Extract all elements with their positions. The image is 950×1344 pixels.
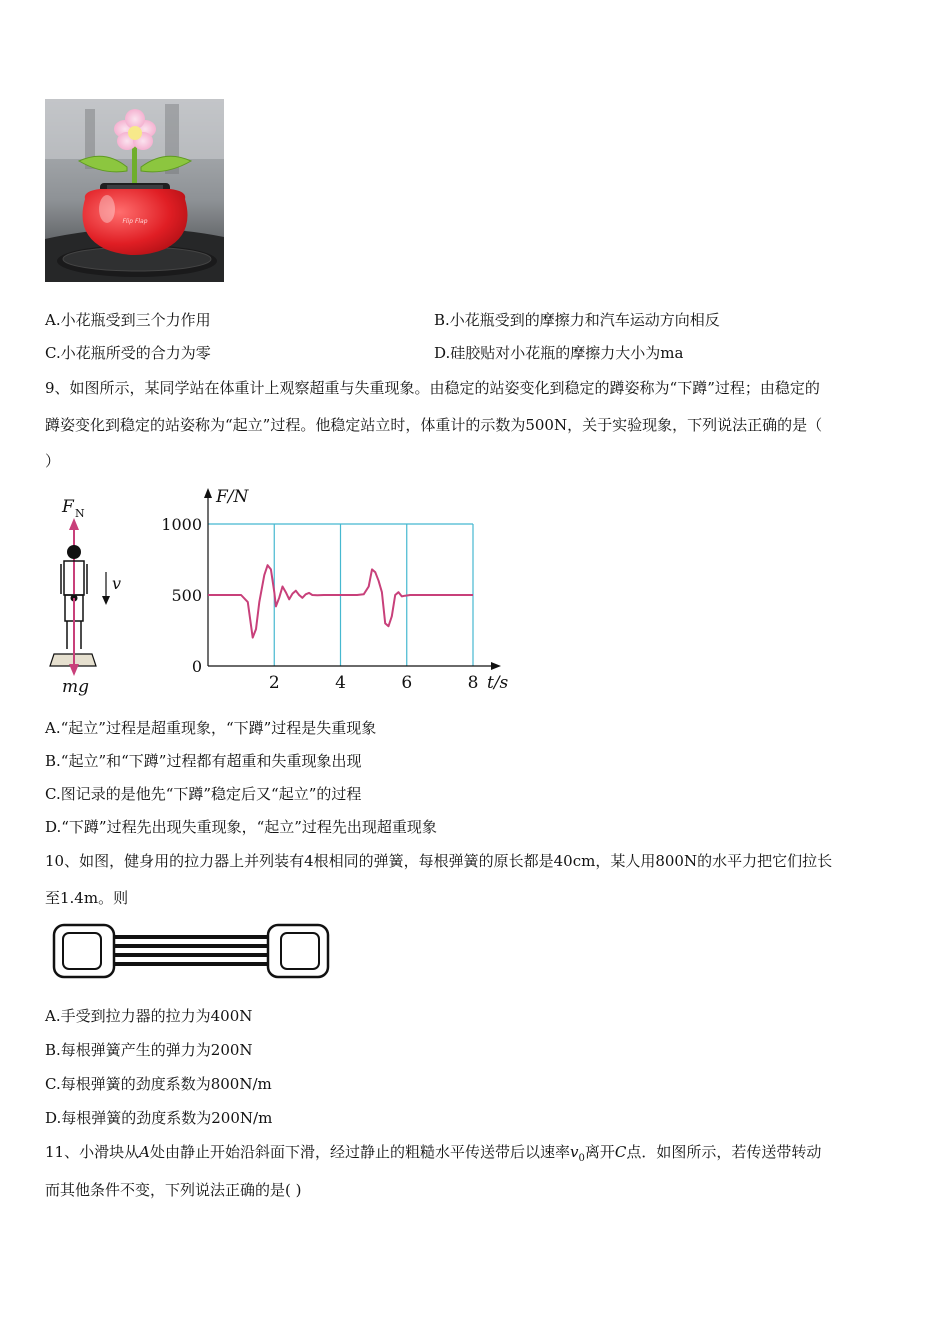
flower-pot-photo [45, 99, 224, 282]
q11-text-part4: 点．如图所示，若传送带转动 [626, 1143, 822, 1161]
q10-option-d: D.每根弹簧的劲度系数为200N/m [45, 1109, 273, 1127]
q11-text-part3: 离开 [584, 1143, 615, 1161]
q8-option-d: D.硅胶贴对小花瓶的摩擦力大小为ma [434, 344, 684, 362]
q11-v0: v [569, 1143, 579, 1161]
x-axis-label: t/s [487, 673, 509, 693]
v-label: v [112, 574, 122, 593]
q9-stem-line1: 9、如图所示，某同学站在体重计上观察超重与失重现象。由稳定的站姿变化到稳定的蹲姿称为“下蹲”过程；由稳定的 [45, 379, 820, 397]
mg-label: mg [62, 677, 90, 697]
q11-text-part1: 11、小滑块从 [45, 1143, 140, 1161]
spring-expander-diagram [52, 922, 330, 980]
q10-option-b: B.每根弹簧产生的弹力为200N [45, 1041, 253, 1059]
fn-sub-label: N [75, 507, 85, 520]
q11-point-c: C [614, 1143, 627, 1161]
q10-option-a: A.手受到拉力器的拉力为400N [45, 1007, 253, 1025]
q11-point-a: A [139, 1143, 150, 1161]
q8-option-c: C.小花瓶所受的合力为零 [45, 344, 211, 362]
q9-option-d: D.“下蹲”过程先出现失重现象，“起立”过程先出现超重现象 [45, 818, 437, 836]
q10-stem-line1: 10、如图，健身用的拉力器上并列装有4根相同的弹簧，每根弹簧的原长都是40cm，某人用800N的水平力把它们拉长 [45, 852, 833, 870]
q8-option-a: A.小花瓶受到三个力作用 [45, 311, 211, 329]
person-on-scale-diagram [44, 494, 134, 699]
y-axis-arrow [204, 488, 212, 498]
x-axis-arrow [491, 662, 501, 670]
x-tick-label-6: 6 [401, 673, 413, 693]
fn-label: F [62, 497, 74, 517]
q9-option-b: B.“起立”和“下蹲”过程都有超重和失重现象出现 [45, 752, 362, 770]
q9-stem-line3: ） [45, 452, 61, 470]
q10-option-c: C.每根弹簧的劲度系数为800N/m [45, 1075, 272, 1093]
q11-stem-line2: 而其他条件不变，下列说法正确的是( ) [45, 1181, 302, 1199]
y-tick-label-1000: 1000 [161, 515, 202, 534]
q8-option-b: B.小花瓶受到的摩擦力和汽车运动方向相反 [434, 311, 720, 329]
y-tick-label-0: 0 [191, 657, 202, 676]
y-axis-label: F/N [216, 487, 249, 507]
force-time-chart-svg [160, 484, 510, 694]
y-tick-label-500: 500 [171, 586, 202, 605]
force-time-chart [160, 484, 510, 694]
x-tick-label-4: 4 [335, 673, 346, 693]
q11-stem-line1 [45, 1142, 821, 1169]
q9-option-c: C.图记录的是他先“下蹲”稳定后又“起立”的过程 [45, 785, 362, 803]
photo-brand-text: Flip Flap [122, 218, 148, 225]
q9-stem-line2: 蹲姿变化到稳定的站姿称为“起立”过程。他稳定站立时，体重计的示数为500N，关于实验现象，下列说法正确的是（ [45, 416, 823, 434]
x-tick-label-8: 8 [467, 673, 479, 693]
q11-text-part2: 处由静止开始沿斜面下滑，经过静止的粗糙水平传送带后以速率 [149, 1143, 570, 1161]
x-tick-label-2: 2 [268, 673, 280, 693]
q11-v0-sub: 0 [578, 1153, 585, 1164]
q10-stem-line2: 至1.4m。则 [45, 889, 129, 907]
q9-option-a: A.“起立”过程是超重现象，“下蹲”过程是失重现象 [45, 719, 377, 737]
